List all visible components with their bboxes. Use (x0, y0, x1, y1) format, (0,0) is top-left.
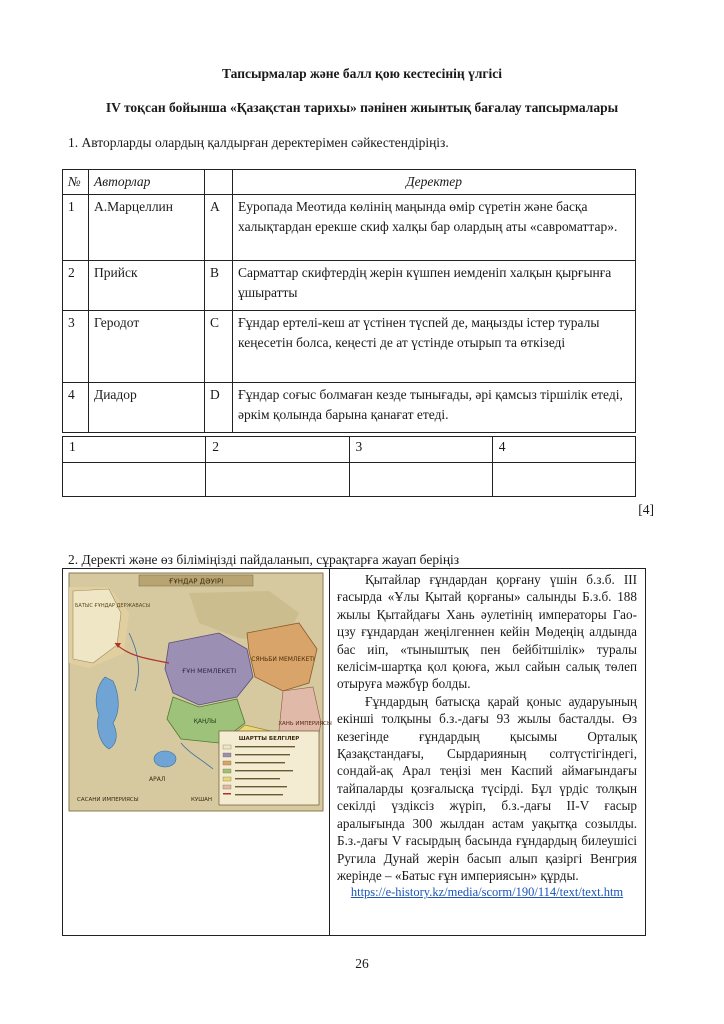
answer-cells-row (63, 463, 636, 497)
header-letter (205, 170, 233, 195)
row-author: А.Марцеллин (89, 195, 205, 261)
map-label-sasan: САСАНИ ИМПЕРИЯСЫ (77, 797, 139, 803)
map-label-kushan: КУШАН (191, 797, 213, 803)
map-label-aral: АРАЛ (149, 776, 166, 783)
answer-label: 1 (63, 437, 206, 463)
row-letter: D (205, 383, 233, 433)
row-author: Геродот (89, 311, 205, 383)
map-legend (219, 731, 319, 805)
page-number: 26 (355, 956, 369, 971)
table-row (63, 261, 636, 311)
row-number: 4 (63, 383, 89, 433)
score-mark: [4] (638, 502, 654, 517)
answer-table (62, 436, 636, 497)
box-divider (329, 569, 330, 935)
header-authors: Авторлар (89, 170, 205, 195)
row-number: 1 (63, 195, 89, 261)
table-row (63, 311, 636, 383)
row-number: 3 (63, 311, 89, 383)
map-label-han: ХАНЬ ИМПЕРИЯСЫ (278, 721, 332, 727)
source-box (62, 568, 646, 936)
answer-cell-3[interactable] (349, 463, 492, 497)
table-row (63, 195, 636, 261)
map-title: ҒҰНДАР ДӘУІРІ (168, 577, 224, 586)
question2-prompt: 2. Деректі және өз біліміңізді пайдаланып, сұрақтарға жауап беріңіз (68, 552, 460, 567)
source-paragraph-2: Ғұндардың батысқа қарай қоныс аударуының екінші толқыны б.з.-дағы 93 жылы басталды. Өз кезегінде ғұндардың қысымы Орталық Қазақстандағы, Сырдарияның солтүстігіндегі, сондай-ақ Арал теңізі мен Каспий аймағындағы тайпаларды қозғалысқа түсірді. Бұл үрдіс толқын секілді үздіксіз жүріп, б.з.-дағы ІІ-V ғасыр аралығында 300 жылдан астам уақытқа созылды. Б.з.-дағы V ғасырдың басында ғұндардың билеушісі Ругила Дунай жерін басып алып қазіргі Венгрия жерінде – «Батыс ғұн империясын» құрды. (337, 693, 637, 883)
huns-era-map (69, 573, 332, 811)
row-letter: C (205, 311, 233, 383)
answer-cell-4[interactable] (492, 463, 635, 497)
table-header-row (63, 170, 636, 195)
source-text (337, 571, 637, 902)
table-row (63, 383, 636, 433)
map-legend-title: ШАРТТЫ БЕЛГІЛЕР (238, 736, 300, 742)
answer-cell-1[interactable] (63, 463, 206, 497)
page-subtitle: IV тоқсан бойынша «Қазақстан тарихы» пәнінен жиынтық бағалау тапсырмалары (105, 100, 619, 115)
answer-label: 3 (349, 437, 492, 463)
page-title: Тапсырмалар және балл қою кестесінің үлгісі (221, 66, 503, 81)
row-letter: A (205, 195, 233, 261)
header-number: № (63, 170, 89, 195)
row-fact: Ғұндар ертелі-кеш ат үстінен түспей де, маңызды істер туралы кеңесетін болса, кеңесті де ат үстінде отырып та өткізеді (233, 311, 636, 383)
row-author: Прийск (89, 261, 205, 311)
map-label-west: БАТЫС ҒҰНДАР ДЕРЖАВАСЫ (75, 603, 151, 609)
source-paragraph-1: Қытайлар ғұндардан қорғану үшін б.з.б. ІІІ ғасырда «Ұлы Қытай қорғаны» салынды Б.з.б. 188 жылы Қытайдағы Хань әулетінің императоры Гао-цзу ғұндардан жеңілгеннен кейін Мөдеңің алдында бас иіп, «тыныштық пен бейбітшілік» туралы келісім-шартқа қол қоюға, жыл сайын салық төлеп отыруға мәжбүр болды. (337, 572, 637, 692)
row-author: Диадор (89, 383, 205, 433)
row-fact: Еуропада Меотида көлінің маңында өмір сүретін және басқа халықтардан ерекше скиф халқы бар олардың аты «савроматтар». (233, 195, 636, 261)
source-link[interactable]: https://e-history.kz/media/scorm/190/114/text/text.htm (350, 885, 624, 900)
matching-table (62, 169, 636, 433)
answer-label: 2 (206, 437, 349, 463)
question1-prompt: 1. Авторларды олардың қалдырған деректерімен сәйкестендіріңіз. (68, 135, 449, 150)
map-label-hun: ҒҰН МЕМЛЕКЕТІ (181, 667, 237, 675)
map-label-kangyu: ҚАҢЛЫ (193, 718, 217, 725)
header-facts: Деректер (233, 170, 636, 195)
map-label-sen: СЯНЬБИ МЕМЛЕКЕТІ (251, 656, 315, 663)
answer-cell-2[interactable] (206, 463, 349, 497)
row-fact: Сарматтар скифтердің жерін күшпен иемденіп халқын қырғынға ұшыратты (233, 261, 636, 311)
answer-label: 4 (492, 437, 635, 463)
row-number: 2 (63, 261, 89, 311)
row-fact: Ғұндар соғыс болмаған кезде тынығады, әрі қамсыз тіршілік етеді, әркім қолында барына қанағат етеді. (233, 383, 636, 433)
answer-labels-row (63, 437, 636, 463)
row-letter: B (205, 261, 233, 311)
